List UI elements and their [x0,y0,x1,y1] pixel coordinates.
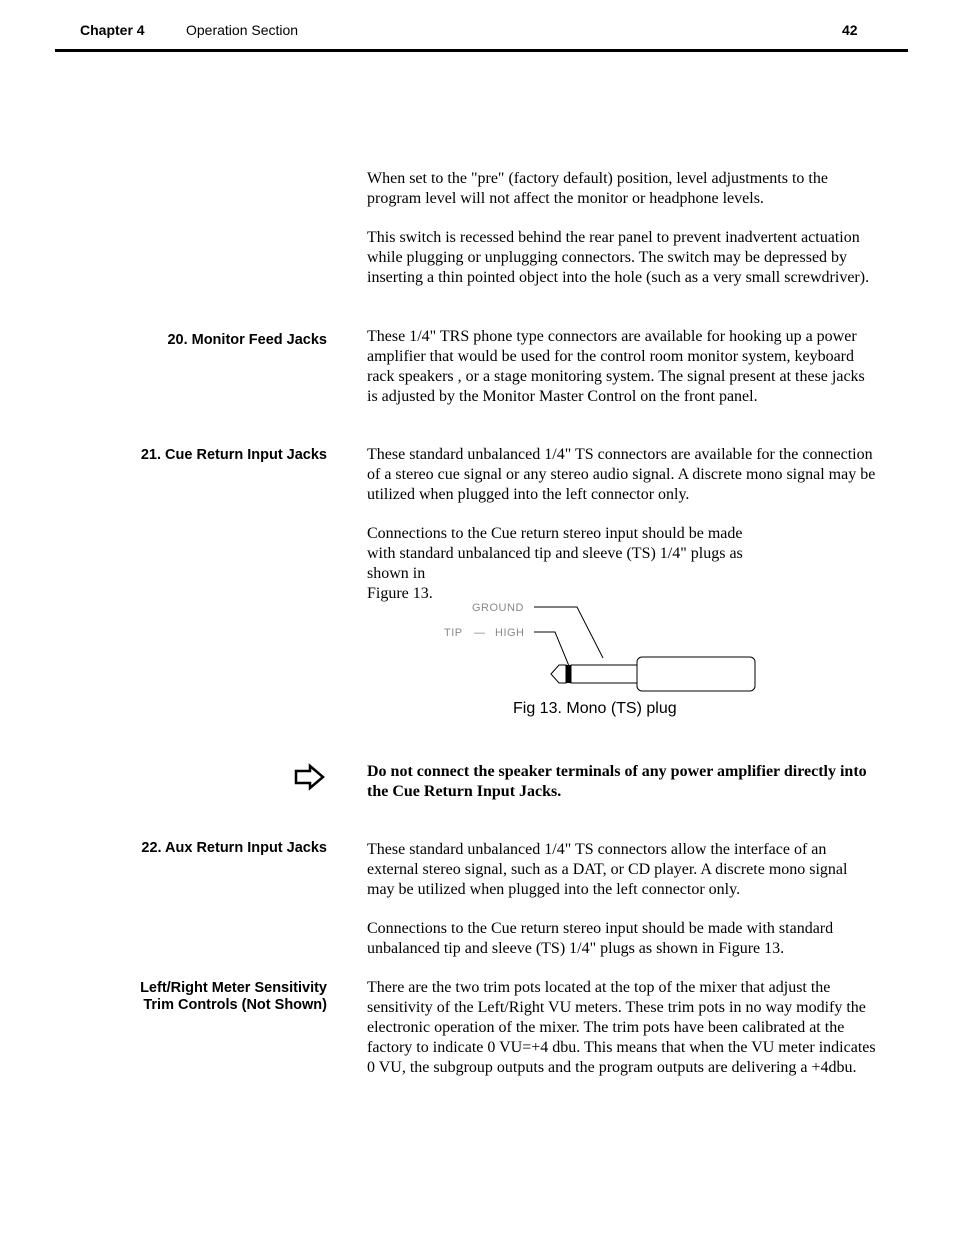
right-arrow-icon [293,763,327,796]
page-number: 42 [842,22,858,38]
meter-trim-heading-line-2: Trim Controls (Not Shown) [143,997,327,1013]
section-title: Operation Section [186,22,299,38]
header-rule [55,49,908,52]
cue-return-text-2-end: Figure 13. [367,585,433,602]
high-label: HIGH [495,627,525,639]
monitor-feed-heading: 20. Monitor Feed Jacks [167,332,327,348]
cue-return-text-1: These standard unbalanced 1/4" TS connectors are available for the connection of a stereo cue signal or any stereo audio signal. A discrete mono signal may be utilized when plugged into the left connector only. [367,446,876,503]
figure-caption: Fig 13. Mono (TS) plug [513,700,677,717]
plug-tip [551,665,566,683]
cue-return-text-2-main: Connections to the Cue return stereo input should be made with standard unbalanced tip and sleeve (TS) 1/4" plugs as shown in [367,525,743,582]
ground-label: GROUND [472,602,524,614]
dash-label: — [474,627,486,639]
cue-return-heading: 21. Cue Return Input Jacks [140,447,327,463]
aux-return-text-1: These standard unbalanced 1/4" TS connectors allow the interface of an external stereo signal, such as a DAT, or CD player. A discrete mono signal may be utilized when plugged into the left connector only. [367,841,848,898]
plug-sleeve [571,665,637,683]
meter-trim-heading-line-1: Left/Right Meter Sensitivity [140,980,327,996]
intro-paragraph-1: When set to the "pre" (factory default) position, level adjustments to the program level will not affect the monitor or headphone levels. [367,170,828,207]
mono-plug-drawing [440,598,760,698]
plug-insulator [566,665,571,683]
monitor-feed-text: These 1/4" TRS phone type connectors are available for hooking up a power amplifier that would be used for the control room monitor system, keyboard rack speakers , or a stage monitoring system. The signal present at these jacks is adjusted by the Monitor Master Control on the front panel. [367,328,865,405]
chapter-label: Chapter 4 [80,22,145,38]
mono-plug-figure [440,598,760,703]
meter-trim-heading [67,980,327,1014]
tip-label: TIP [444,627,463,639]
plug-body [637,657,755,691]
aux-return-text-2: Connections to the Cue return stereo input should be made with standard unbalanced tip and sleeve (TS) 1/4" plugs as shown in Figure 13. [367,920,834,957]
meter-trim-text: There are the two trim pots located at the top of the mixer that adjust the sensitivity of the Left/Right VU meters. These trim pots in no way modify the electronic operation of the mixer. The trim pots have been calibrated at the factory to indicate 0 VU=+4 dbu. This means that when the VU meter indicates 0 VU, the subgroup outputs and the program outputs are delivering a +4dbu. [367,979,876,1076]
tip-leader [534,632,569,666]
intro-paragraph-2: This switch is recessed behind the rear panel to prevent inadvertent actuation while plugging or unplugging connectors. The switch may be depressed by inserting a thin pointed object into the hole (such as a very small screwdriver). [367,229,870,286]
cue-return-text-2 [367,524,747,604]
warning-text: Do not connect the speaker terminals of any power amplifier directly into the Cue Return Input Jacks. [367,763,867,800]
aux-return-heading: 22. Aux Return Input Jacks [141,840,327,856]
